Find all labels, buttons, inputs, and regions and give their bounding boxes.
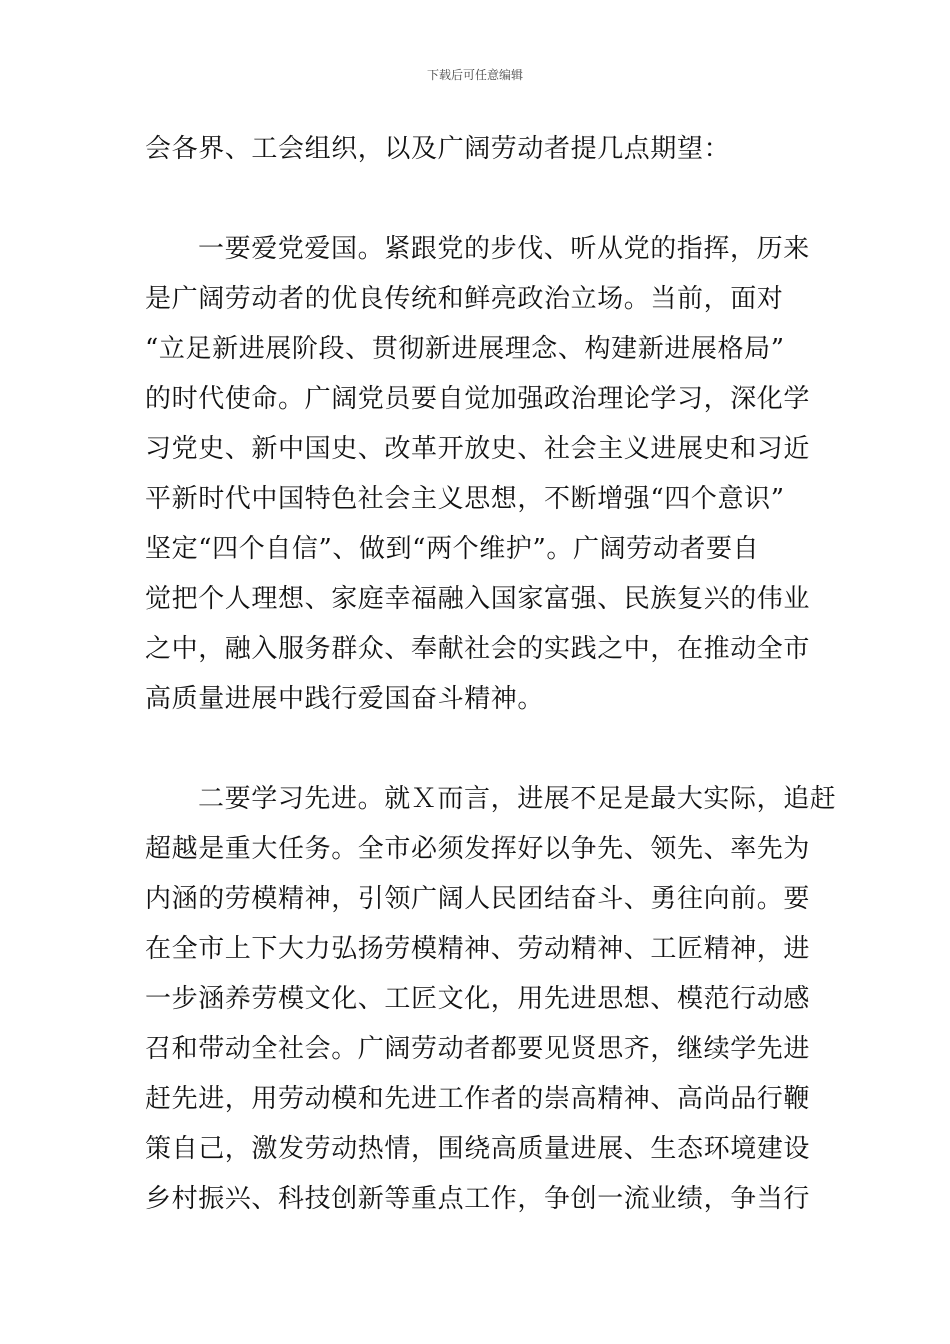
paragraph2-line: 在全市上下大力弘扬劳模精神、劳动精神、工匠精神，进 [145, 934, 811, 964]
intro-line: 会各界、工会组织，以及广阔劳动者提几点期望： [145, 134, 731, 164]
paragraph2-line: 乡村振兴、科技创新等重点工作，争创一流业绩，争当行 [145, 1184, 811, 1214]
paragraph1-line: 坚定“四个自信”、做到“两个维护”。广阔劳动者要自 [145, 534, 760, 564]
header-note: 下载后可任意编辑 [426, 68, 523, 82]
paragraph2-line: 赶先进，用劳动模和先进工作者的崇高精神、高尚品行鞭 [145, 1084, 811, 1114]
paragraph1-line: 习党史、新中国史、改革开放史、社会主义进展史和习近 [145, 434, 811, 464]
paragraph1-line: 之中，融入服务群众、奉献社会的实践之中，在推动全市 [145, 634, 811, 664]
paragraph2-line: 策自己，激发劳动热情，围绕高质量进展、生态环境建设 [145, 1134, 811, 1164]
paragraph1-line: 的时代使命。广阔党员要自觉加强政治理论学习，深化学 [145, 384, 811, 414]
paragraph2-line: 二要学习先进。就Ｘ而言，进展不足是最大实际，追赶 [198, 784, 837, 814]
paragraph1-line: 高质量进展中践行爱国奋斗精神。 [145, 684, 545, 714]
paragraph1-line: 觉把个人理想、家庭幸福融入国家富强、民族复兴的伟业 [145, 584, 811, 614]
paragraph2-line: 超越是重大任务。全市必须发挥好以争先、领先、率先为 [145, 834, 811, 864]
paragraph2-line: 召和带动全社会。广阔劳动者都要见贤思齐，继续学先进 [145, 1034, 811, 1064]
paragraph1-line: 一要爱党爱国。紧跟党的步伐、听从党的指挥，历来 [198, 234, 810, 264]
paragraph1-line: 平新时代中国特色社会主义思想，不断增强“四个意识” [145, 484, 785, 514]
paragraph2-line: 内涵的劳模精神，引领广阔人民团结奋斗、勇往向前。要 [145, 884, 811, 914]
paragraph1-line: “立足新进展阶段、贯彻新进展理念、构建新进展格局” [145, 334, 785, 364]
paragraph2-line: 一步涵养劳模文化、工匠文化，用先进思想、模范行动感 [145, 984, 811, 1014]
paragraph1-line: 是广阔劳动者的优良传统和鲜亮政治立场。当前，面对 [145, 284, 784, 314]
